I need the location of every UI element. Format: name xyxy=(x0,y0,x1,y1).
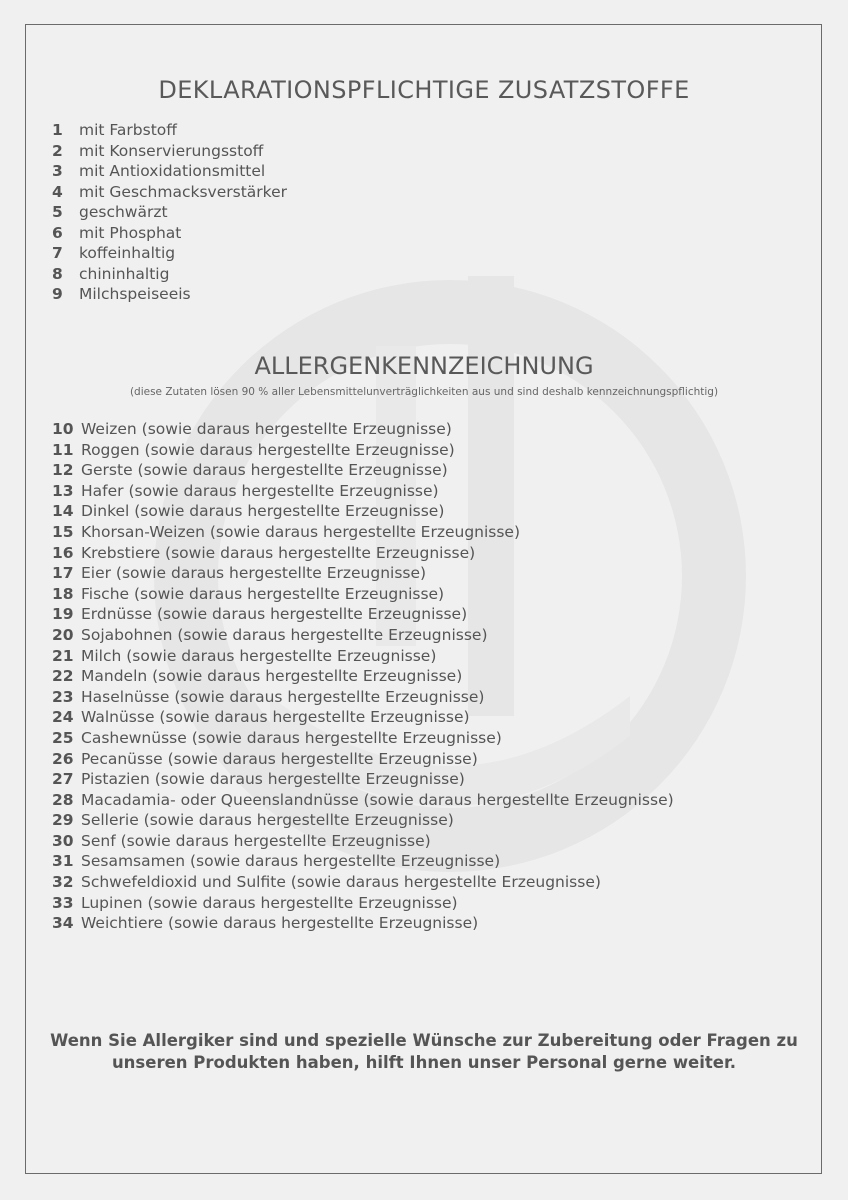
footer-line-2: unseren Produkten haben, hilft Ihnen unser Personal gerne weiter. xyxy=(111,1053,737,1072)
item-label: Haselnüsse (sowie daraus hergestellte Erzeugnisse) xyxy=(81,687,485,706)
additive-item xyxy=(52,243,287,264)
item-label: Gerste (sowie daraus hergestellte Erzeugnisse) xyxy=(81,461,448,480)
item-number: 23 xyxy=(52,687,74,706)
footer-note xyxy=(40,1030,808,1074)
allergen-item xyxy=(52,460,674,481)
allergen-item xyxy=(52,666,674,687)
allergen-item xyxy=(52,749,674,770)
allergen-item xyxy=(52,872,674,893)
allergen-item xyxy=(52,522,674,543)
allergen-item xyxy=(52,625,674,646)
item-label: chininhaltig xyxy=(79,264,170,283)
item-number: 25 xyxy=(52,728,74,747)
allergen-item xyxy=(52,913,674,934)
item-label: geschwärzt xyxy=(79,203,168,221)
item-label: Khorsan-Weizen (sowie daraus hergestellte Erzeugnisse) xyxy=(81,522,521,541)
additive-item xyxy=(52,182,287,203)
item-number: 29 xyxy=(52,811,74,830)
item-label: Sojabohnen (sowie daraus hergestellte Erzeugnisse) xyxy=(81,625,488,644)
item-number: 7 xyxy=(52,244,63,262)
item-label: Sellerie (sowie daraus hergestellte Erzeugnisse) xyxy=(81,811,454,830)
item-number: 31 xyxy=(52,852,74,871)
item-number: 2 xyxy=(52,141,63,160)
additive-item xyxy=(52,223,287,244)
allergen-item xyxy=(52,501,674,522)
item-label: Milchspeiseeis xyxy=(79,285,191,303)
item-label: Pecanüsse (sowie daraus hergestellte Erzeugnisse) xyxy=(81,749,478,768)
additive-item xyxy=(52,264,287,285)
allergens-list xyxy=(52,419,674,934)
item-number: 6 xyxy=(52,223,63,242)
additive-item xyxy=(52,161,287,182)
item-number: 4 xyxy=(52,182,63,201)
allergen-item xyxy=(52,831,674,852)
allergen-item xyxy=(52,810,674,831)
item-number: 10 xyxy=(52,420,74,438)
additive-item xyxy=(52,202,287,223)
item-label: Hafer (sowie daraus hergestellte Erzeugnisse) xyxy=(81,481,439,500)
item-label: Milch (sowie daraus hergestellte Erzeugnisse) xyxy=(81,646,437,665)
item-number: 32 xyxy=(52,873,74,892)
allergen-item xyxy=(52,728,674,749)
item-label: Sesamsamen (sowie daraus hergestellte Erzeugnisse) xyxy=(81,852,501,871)
item-label: Fische (sowie daraus hergestellte Erzeugnisse) xyxy=(81,584,445,603)
allergens-title: ALLERGENKENNZEICHNUNG xyxy=(254,352,594,380)
item-number: 12 xyxy=(52,461,74,480)
item-label: Roggen (sowie daraus hergestellte Erzeugnisse) xyxy=(81,440,455,459)
item-label: Macadamia- oder Queenslandnüsse (sowie daraus hergestellte Erzeugnisse) xyxy=(81,790,674,809)
item-number: 13 xyxy=(52,481,74,500)
allergen-item xyxy=(52,769,674,790)
item-number: 3 xyxy=(52,162,63,180)
additive-item xyxy=(52,284,287,305)
item-number: 30 xyxy=(52,831,74,850)
item-label: Weichtiere (sowie daraus hergestellte Erzeugnisse) xyxy=(81,914,479,933)
item-number: 15 xyxy=(52,522,74,541)
item-number: 27 xyxy=(52,770,74,789)
item-number: 24 xyxy=(52,708,74,727)
item-number: 28 xyxy=(52,790,74,809)
additives-title: DEKLARATIONSPFLICHTIGE ZUSATZSTOFFE xyxy=(158,76,690,104)
item-number: 22 xyxy=(52,667,74,686)
item-label: Mandeln (sowie daraus hergestellte Erzeugnisse) xyxy=(81,667,463,686)
item-label: Eier (sowie daraus hergestellte Erzeugnisse) xyxy=(81,564,427,583)
item-label: mit Geschmacksverstärker xyxy=(79,182,287,201)
item-label: Dinkel (sowie daraus hergestellte Erzeugnisse) xyxy=(81,502,445,521)
item-label: mit Antioxidationsmittel xyxy=(79,162,266,180)
footer-line-1: Wenn Sie Allergiker sind und spezielle Wünsche zur Zubereitung oder Fragen zu xyxy=(50,1031,798,1050)
allergen-item xyxy=(52,419,674,440)
item-label: mit Konservierungsstoff xyxy=(79,141,264,160)
item-number: 5 xyxy=(52,203,63,221)
item-number: 1 xyxy=(52,121,63,139)
allergen-item xyxy=(52,440,674,461)
allergen-item xyxy=(52,563,674,584)
item-number: 11 xyxy=(52,440,74,459)
item-number: 8 xyxy=(52,264,63,283)
item-label: Weizen (sowie daraus hergestellte Erzeugnisse) xyxy=(81,420,452,438)
item-label: Senf (sowie daraus hergestellte Erzeugnisse) xyxy=(81,831,431,850)
allergen-item xyxy=(52,543,674,564)
item-label: Schwefeldioxid und Sulfite (sowie daraus hergestellte Erzeugnisse) xyxy=(81,873,601,892)
allergen-item xyxy=(52,707,674,728)
item-number: 20 xyxy=(52,625,74,644)
additive-item xyxy=(52,120,287,141)
item-number: 9 xyxy=(52,285,63,303)
allergen-item xyxy=(52,584,674,605)
item-number: 26 xyxy=(52,749,74,768)
item-number: 33 xyxy=(52,893,74,912)
additives-list xyxy=(52,120,287,305)
additive-item xyxy=(52,141,287,162)
allergen-item xyxy=(52,687,674,708)
item-label: Erdnüsse (sowie daraus hergestellte Erzeugnisse) xyxy=(81,605,468,624)
item-label: Pistazien (sowie daraus hergestellte Erzeugnisse) xyxy=(81,770,465,789)
allergen-item xyxy=(52,893,674,914)
allergen-item xyxy=(52,646,674,667)
item-label: koffeinhaltig xyxy=(79,244,176,262)
item-label: Walnüsse (sowie daraus hergestellte Erzeugnisse) xyxy=(81,708,470,727)
item-label: Lupinen (sowie daraus hergestellte Erzeugnisse) xyxy=(81,893,458,912)
item-label: mit Phosphat xyxy=(79,223,182,242)
allergen-item xyxy=(52,851,674,872)
allergen-item xyxy=(52,481,674,502)
allergen-item xyxy=(52,790,674,811)
item-number: 18 xyxy=(52,584,74,603)
item-number: 21 xyxy=(52,646,74,665)
item-number: 14 xyxy=(52,502,74,521)
item-number: 16 xyxy=(52,543,74,562)
item-label: Cashewnüsse (sowie daraus hergestellte Erzeugnisse) xyxy=(81,728,502,747)
item-label: Krebstiere (sowie daraus hergestellte Erzeugnisse) xyxy=(81,543,476,562)
item-number: 34 xyxy=(52,914,74,933)
allergen-item xyxy=(52,604,674,625)
item-number: 17 xyxy=(52,564,74,583)
item-number: 19 xyxy=(52,605,74,624)
allergens-note: (diese Zutaten lösen 90 % aller Lebensmittelunverträglichkeiten aus und sind deshalb kennzeichnungspflichtig) xyxy=(129,386,719,398)
item-label: mit Farbstoff xyxy=(79,121,177,139)
